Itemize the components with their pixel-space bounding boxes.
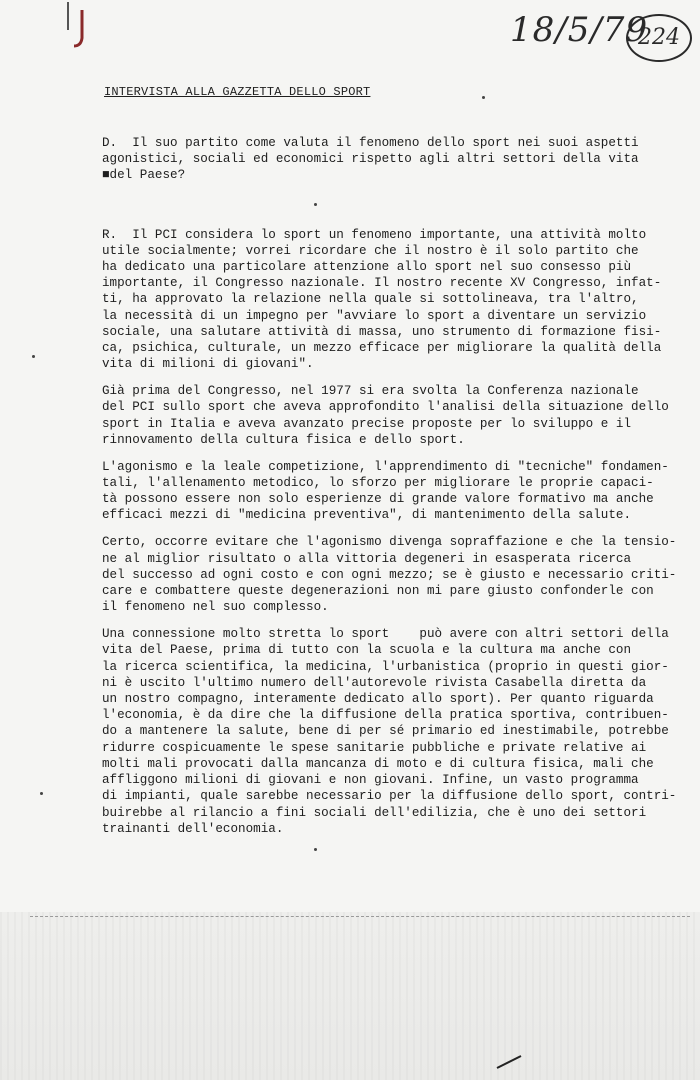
circled-page-number: 224 <box>626 14 692 62</box>
staple-mark <box>60 0 100 60</box>
answer-paragraph: R. Il PCI considera lo sport un fenomeno importante, una attività molto utile socialmente; vorrei ricordare che il nostro è il solo partito che ha dedicato una particolare attenzione allo sport nel suo consesso più importante, il Congresso nazionale. Il nostro recente XV Congresso, infat- ti, ha approvato la relazione nella quale si sottolineava, tra l'altro, la necessità di un impegno per "avviare lo sport a diventare un servizio sociale, una salutare attività di massa, uno strumento di formazione fisi- ca, psichica, culturale, un mezzo efficace per migliorare la qualità della vita di milioni di giovani". <box>102 227 662 372</box>
scan-speck <box>314 203 317 206</box>
scan-speck <box>32 355 35 358</box>
scan-speck <box>40 792 43 795</box>
body-paragraph: Una connessione molto stretta lo sport può avere con altri settori della vita del Paese, prima di tutto con la scuola e la cultura ma anche con la ricerca scientifica, la medicina, l'urbanistica (proprio in questi gior- ni è uscito l'ultimo numero dell'autorevole rivista Casabella diretta da un nostro compagno, interamente dedicato allo sport). Per quanto riguarda l'economia, è da dire che la diffusione della pratica sportiva, contribuen- do a mantenere la salute, bene di per sé primario ed inestimabile, potrebbe ridurre cospicuamente le spese sanitarie pubbliche e private relative ai molti mali provocati dalla mancanza di moto e di cultura fisica, mali che affliggono milioni di giovani e non giovani. Infine, un vasto programma di impianti, quale sarebbe necessario per la diffusione dello sport, contri- buirebbe al rilancio a fini sociali dell'edilizia, che è uno dei settori trainanti dell'economia. <box>102 627 677 836</box>
question-paragraph: D. Il suo partito come valuta il fenomeno dello sport nei suoi aspetti agonistici, sociali ed economici rispetto agli altri settori della vita ■del Paese? <box>102 136 639 183</box>
body-paragraph: L'agonismo e la leale competizione, l'apprendimento di "tecniche" fondamen- tali, l'allenamento metodico, lo sforzo per migliorare le proprie capaci- tà possono essere non solo esperienze di grande valore formativo ma anche efficaci mezzi di "medicina preventiva", di mantenimento della salute. <box>102 459 669 523</box>
body-paragraph: Certo, occorre evitare che l'agonismo divenga sopraffazione e che la tensio- ne al miglior risultato o alla vittoria degeneri in esasperata ricerca del successo ad ogni costo e con ogni mezzo; se è giusto e necessario criti- care e combattere queste degenerazioni non mi pare giusto confonderle con il fenomeno nel suo complesso. <box>102 535 677 615</box>
bottom-rule <box>30 916 690 917</box>
handwritten-date: 18/5/79 <box>510 10 649 50</box>
scan-speck <box>482 96 485 99</box>
scan-shadow-band <box>0 912 700 1080</box>
pen-stroke-mark <box>496 1052 522 1070</box>
document-body <box>102 135 677 848</box>
body-paragraph: Già prima del Congresso, nel 1977 si era svolta la Conferenza nazionale del PCI sullo sport che aveva approfondito l'analisi della situazione dello sport in Italia e aveva avanzato precise proposte per lo sviluppo e il rinnovamento della cultura fisica e dello sport. <box>102 384 669 447</box>
document-title: INTERVISTA ALLA GAZZETTA DELLO SPORT <box>104 85 371 99</box>
scan-speck <box>314 848 317 851</box>
